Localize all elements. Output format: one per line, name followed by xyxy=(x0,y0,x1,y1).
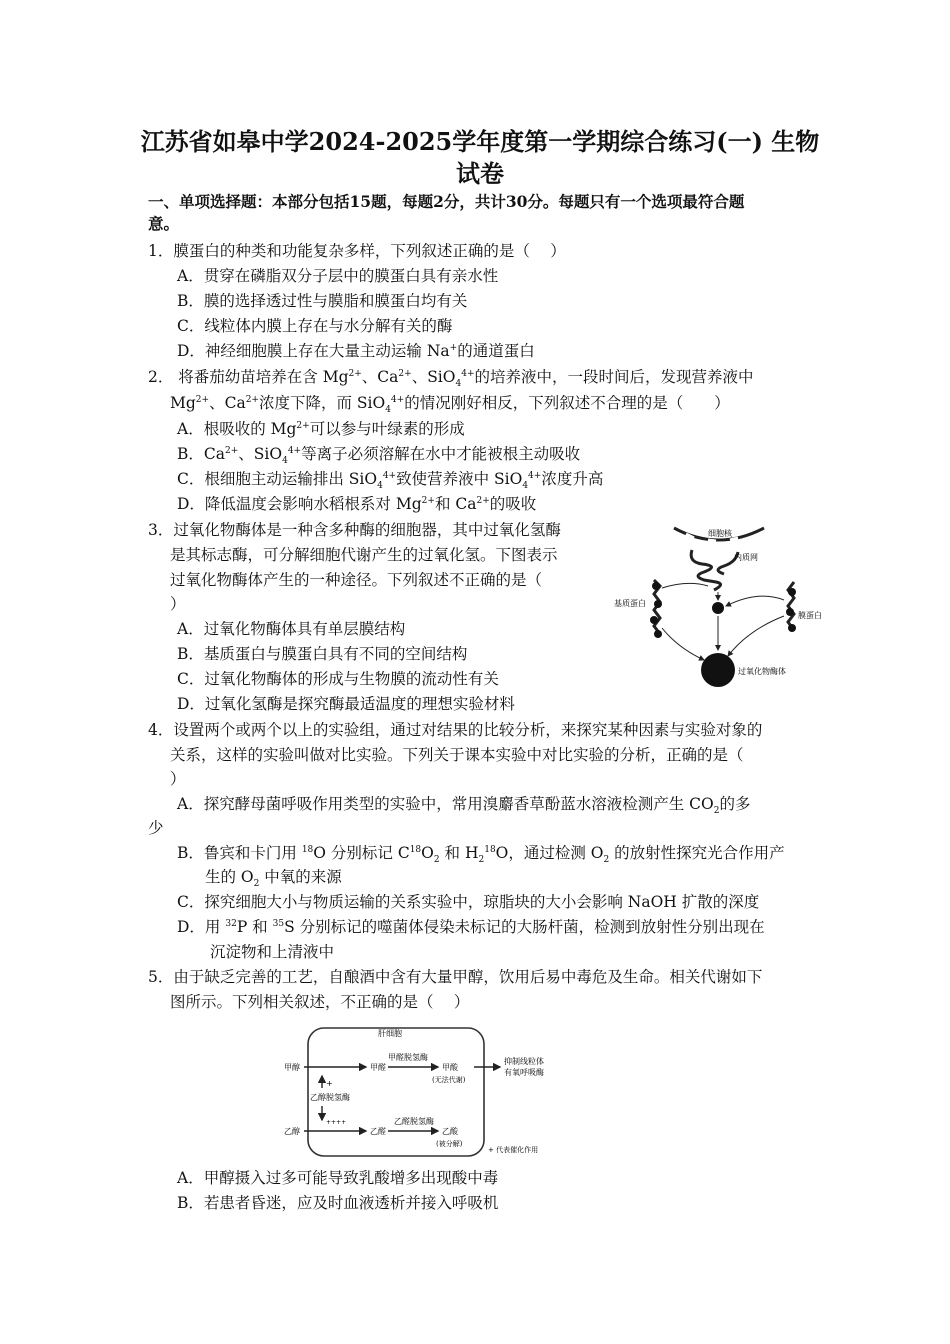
q4-option-a-cont: 少 xyxy=(148,819,164,837)
formic-acid-note: (无法代谢) xyxy=(432,1076,466,1084)
q4-stem: 4．设置两个或两个以上的实验组，通过对结果的比较分析，来探究某种因素与实验对象的 xyxy=(148,721,763,739)
section-heading-cont: 意。 xyxy=(148,214,180,233)
catalysis-legend: + 代表催化作用 xyxy=(488,1146,539,1154)
peroxisome-pathway-figure xyxy=(608,520,828,690)
ethanol-label: 乙醇 xyxy=(284,1127,300,1136)
q4-option-d: D．用 $^{32}$P 和 $^{35}$S 分别标记的噬菌体侵染未标记的大肠杆菌，检测到放射性分别出现在 xyxy=(177,918,765,936)
acetaldehyde-label: 乙醛 xyxy=(370,1127,386,1136)
liver-cell-box xyxy=(308,1028,484,1156)
q2-stem: 2． 将番茄幼苗培养在含 $Mg^{2+}$、$Ca^{2+}$、SiO$_4^{4+}$的培养液中，一段时间后，发现营养液中 xyxy=(148,368,754,390)
q4-option-d-cont: 沉淀物和上清液中 xyxy=(210,943,335,961)
q3-stem-l3: 过氧化物酶体产生的一种途径。下列叙述不正确的是（ xyxy=(170,571,543,589)
q4-option-b-cont: 生的 $O_2$ 中氧的来源 xyxy=(205,868,342,890)
liver-cell-label: 肝细胞 xyxy=(378,1029,402,1038)
q3-stem: 3．过氧化物酶体是一种含多种酶的细胞器，其中过氧化氢酶 xyxy=(148,521,561,539)
q1-option-a: A．贯穿在磷脂双分子层中的膜蛋白具有亲水性 xyxy=(177,267,499,285)
acetic-acid-label: 乙酸 xyxy=(442,1127,458,1136)
q2-option-a: A．根吸收的 $Mg^{2+}$可以参与叶绿素的形成 xyxy=(177,420,465,438)
inhibit-label-l2: 有氧呼吸酶 xyxy=(504,1068,544,1077)
q3-option-d: D．过氧化氢酶是探究酶最适温度的理想实验材料 xyxy=(177,695,515,713)
er-label: 内质网 xyxy=(734,553,758,562)
peroxisome xyxy=(701,653,735,687)
q3-option-b: B．基质蛋白与膜蛋白具有不同的空间结构 xyxy=(177,645,468,663)
q2-option-d: D．降低温度会影响水稻根系对 $Mg^{2+}$和 $Ca^{2+}$的吸收 xyxy=(177,495,537,513)
q1-option-d: D．神经细胞膜上存在大量主动运输 Na+的通道蛋白 xyxy=(177,342,535,360)
q4-stem-l2: 关系，这样的实验叫做对比实验。下列关于课本实验中对比实验的分析，正确的是（ xyxy=(170,746,744,764)
q2-option-b: B．$Ca^{2+}$、SiO$_4^{4+}$等离子必须溶解在水中才能被根主动吸收 xyxy=(177,445,581,467)
q2-stem-cont: $Mg^{2+}$、$Ca^{2+}$浓度下降，而 SiO$_4^{4+}$的情况刚好相反，下列叙述不合理的是（ ） xyxy=(170,394,730,416)
matrix-protein-cluster xyxy=(650,580,662,638)
membrane-protein-label: 膜蛋白 xyxy=(798,611,822,620)
aldh-label: 乙醛脱氢酶 xyxy=(394,1117,434,1126)
methanol-metabolism-figure xyxy=(278,1020,568,1160)
catalysis-plus-4: ++++ xyxy=(326,1119,347,1126)
q1-stem: 1．膜蛋白的种类和功能复杂多样，下列叙述正确的是（ ） xyxy=(148,242,566,260)
q4-option-b: B．鲁宾和卡门用 $^{18}$O 分别标记 $C^{18}O_2$ 和 $H_2^{18}O$，通过检测 $O_2$ 的放射性探究光合作用产 xyxy=(177,844,785,866)
methanol-label: 甲醇 xyxy=(284,1063,300,1072)
adh-label: 乙醇脱氢酶 xyxy=(310,1093,350,1102)
q3-option-c: C．过氧化物酶体的形成与生物膜的流动性有关 xyxy=(177,670,499,688)
q1-option-b: B．膜的选择透过性与膜脂和膜蛋白均有关 xyxy=(177,292,468,310)
section-heading: 一、单项选择题：本部分包括15题，每题2分，共计30分。每题只有一个选项最符合题 xyxy=(148,192,745,211)
peroxisome-label: 过氧化物酶体 xyxy=(738,667,786,676)
formaldehyde-label: 甲醛 xyxy=(370,1063,386,1072)
q3-stem-l2: 是其标志酶，可分解细胞代谢产生的过氧化氢。下图表示 xyxy=(170,546,558,564)
q5-stem-l2: 图所示。下列相关叙述，不正确的是（ ） xyxy=(170,993,470,1011)
q4-stem-l3: ） xyxy=(170,770,186,788)
q4-option-a: A．探究酵母菌呼吸作用类型的实验中，常用溴麝香草酚蓝水溶液检测产生 $CO_2$的多 xyxy=(177,795,751,817)
q1-option-c: C．线粒体内膜上存在与水分解有关的酶 xyxy=(177,317,453,335)
formaldehyde-dh-label: 甲醛脱氢酶 xyxy=(388,1053,428,1062)
vesicle xyxy=(712,602,724,614)
membrane-protein-cluster xyxy=(786,582,796,632)
q3-stem-l4: ） xyxy=(170,595,186,613)
matrix-protein-label: 基质蛋白 xyxy=(614,599,646,608)
q3-option-a: A．过氧化物酶体具有单层膜结构 xyxy=(177,620,406,638)
q4-option-c: C．探究细胞大小与物质运输的关系实验中，琼脂块的大小会影响 NaOH 扩散的深度 xyxy=(177,893,760,911)
q5-option-b: B．若患者昏迷，应及时血液透析并接入呼吸机 xyxy=(177,1194,499,1212)
nucleus-label: 细胞核 xyxy=(708,529,732,538)
acetic-acid-note: (被分解) xyxy=(436,1140,463,1148)
q2-option-c: C．根细胞主动运输排出 SiO$_4^{4+}$致使营养液中 SiO$_4^{4+}$浓度升高 xyxy=(177,470,604,492)
q5-stem: 5．由于缺乏完善的工艺，自酿酒中含有大量甲醇，饮用后易中毒危及生命。相关代谢如下 xyxy=(148,968,763,986)
exam-title: 江苏省如皋中学2024-2025学年度第一学期综合练习(一) 生物试卷 xyxy=(140,127,820,188)
inhibit-label-l1: 抑制线粒体 xyxy=(504,1057,544,1066)
catalysis-plus-1: + xyxy=(326,1079,333,1088)
formic-acid-label: 甲酸 xyxy=(442,1063,458,1072)
q5-option-a: A．甲醇摄入过多可能导致乳酸增多出现酸中毒 xyxy=(177,1169,499,1187)
